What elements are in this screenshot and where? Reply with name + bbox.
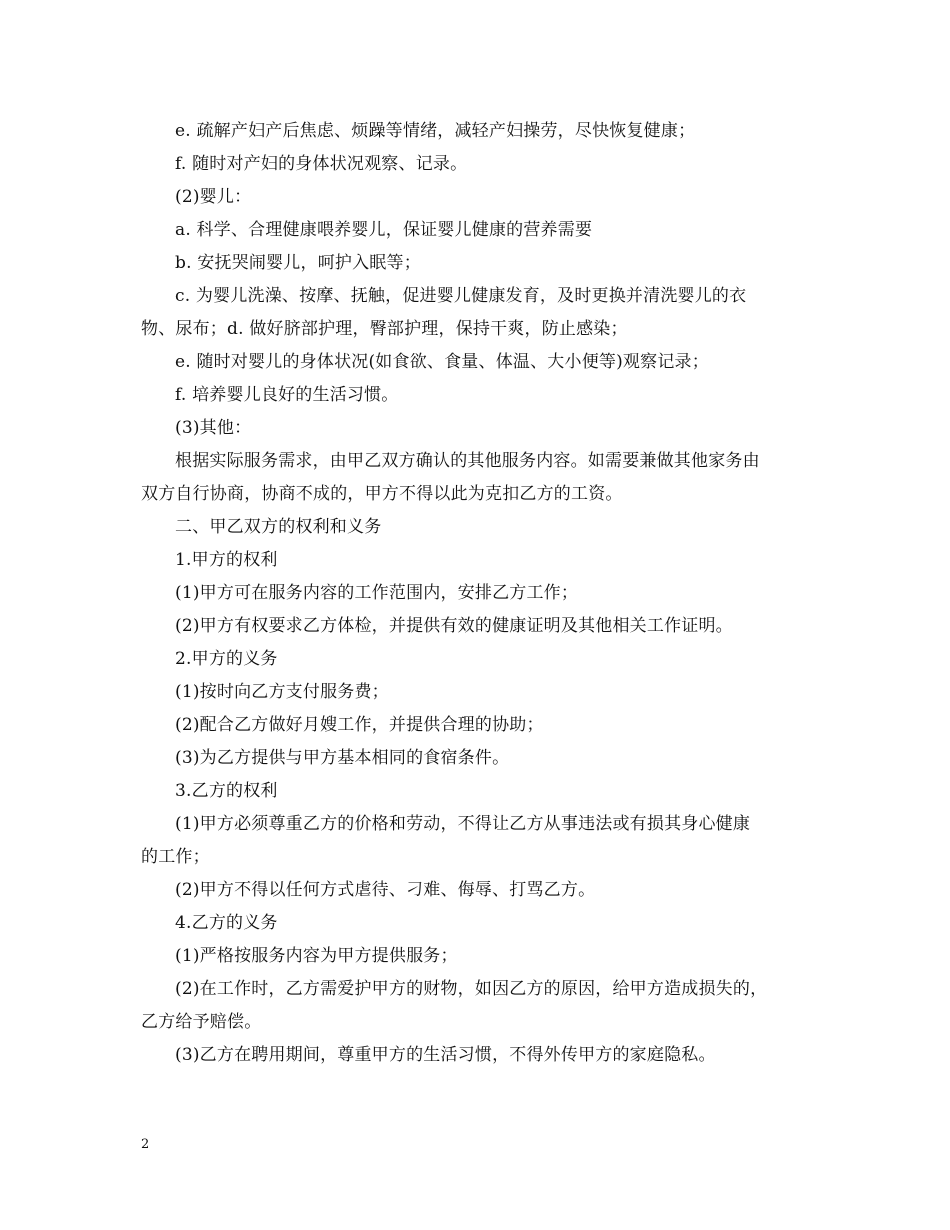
- list-item-party-b-obligation-3: (3)乙方在聘用期间，尊重甲方的生活习惯，不得外传甲方的家庭隐私。: [175, 1045, 716, 1065]
- list-item-party-a-right-1: (1)甲方可在服务内容的工作范围内，安排乙方工作；: [175, 583, 579, 603]
- list-item-infant-bathing-continued: 物、尿布；d. 做好脐部护理，臀部护理，保持干爽，防止感染；: [141, 319, 628, 339]
- section-heading-rights-obligations: 二、甲乙双方的权利和义务: [175, 517, 382, 537]
- list-item-postpartum-observation: f. 随时对产妇的身体状况观察、记录。: [175, 154, 468, 174]
- list-item-party-b-right-1: (1)甲方必须尊重乙方的价格和劳动，不得让乙方从事违法或有损其身心健康: [175, 814, 751, 834]
- subsection-heading-party-b-rights: 3.乙方的权利: [175, 781, 278, 801]
- list-item-party-b-obligation-2-continued: 乙方给予赔偿。: [141, 1012, 262, 1032]
- list-item-postpartum-emotion: e. 疏解产妇产后焦虑、烦躁等情绪，减轻产妇操劳，尽快恢复健康；: [175, 121, 696, 141]
- list-item-infant-bathing: c. 为婴儿洗澡、按摩、抚触，促进婴儿健康发育，及时更换并清洗婴儿的衣: [175, 286, 747, 306]
- list-item-party-a-obligation-1: (1)按时向乙方支付服务费；: [175, 682, 389, 702]
- subsection-heading-party-b-obligations: 4.乙方的义务: [175, 913, 278, 933]
- list-item-infant-observation: e. 随时对婴儿的身体状况(如食欲、食量、体温、大小便等)观察记录；: [175, 352, 709, 372]
- page-number: 2: [141, 1137, 150, 1152]
- list-item-party-b-obligation-2: (2)在工作时，乙方需爱护甲方的财物，如因乙方的原因，给甲方造成损失的，: [175, 979, 768, 999]
- list-item-party-b-right-2: (2)甲方不得以任何方式虐待、刁难、侮辱、打骂乙方。: [175, 880, 596, 900]
- list-item-infant-habits: f. 培养婴儿良好的生活习惯。: [175, 385, 399, 405]
- section-heading-infant: (2)婴儿：: [175, 187, 252, 207]
- list-item-party-a-obligation-2: (2)配合乙方做好月嫂工作，并提供合理的协助；: [175, 715, 544, 735]
- paragraph-other-services: 根据实际服务需求，由甲乙双方确认的其他服务内容。如需要兼做其他家务由: [175, 451, 760, 471]
- paragraph-other-services-continued: 双方自行协商，协商不成的，甲方不得以此为克扣乙方的工资。: [141, 484, 623, 504]
- list-item-party-b-obligation-1: (1)严格按服务内容为甲方提供服务；: [175, 946, 458, 966]
- list-item-infant-soothing: b. 安抚哭闹婴儿，呵护入眠等；: [175, 253, 421, 273]
- subsection-heading-party-a-rights: 1.甲方的权利: [175, 550, 278, 570]
- list-item-party-b-right-1-continued: 的工作；: [141, 847, 210, 867]
- list-item-party-a-obligation-3: (3)为乙方提供与甲方基本相同的食宿条件。: [175, 748, 510, 768]
- list-item-infant-feeding: a. 科学、合理健康喂养婴儿，保证婴儿健康的营养需要: [175, 220, 593, 240]
- section-heading-other: (3)其他：: [175, 418, 252, 438]
- list-item-party-a-right-2: (2)甲方有权要求乙方体检，并提供有效的健康证明及其他相关工作证明。: [175, 616, 733, 636]
- document-body: [141, 115, 821, 1072]
- subsection-heading-party-a-obligations: 2.甲方的义务: [175, 649, 278, 669]
